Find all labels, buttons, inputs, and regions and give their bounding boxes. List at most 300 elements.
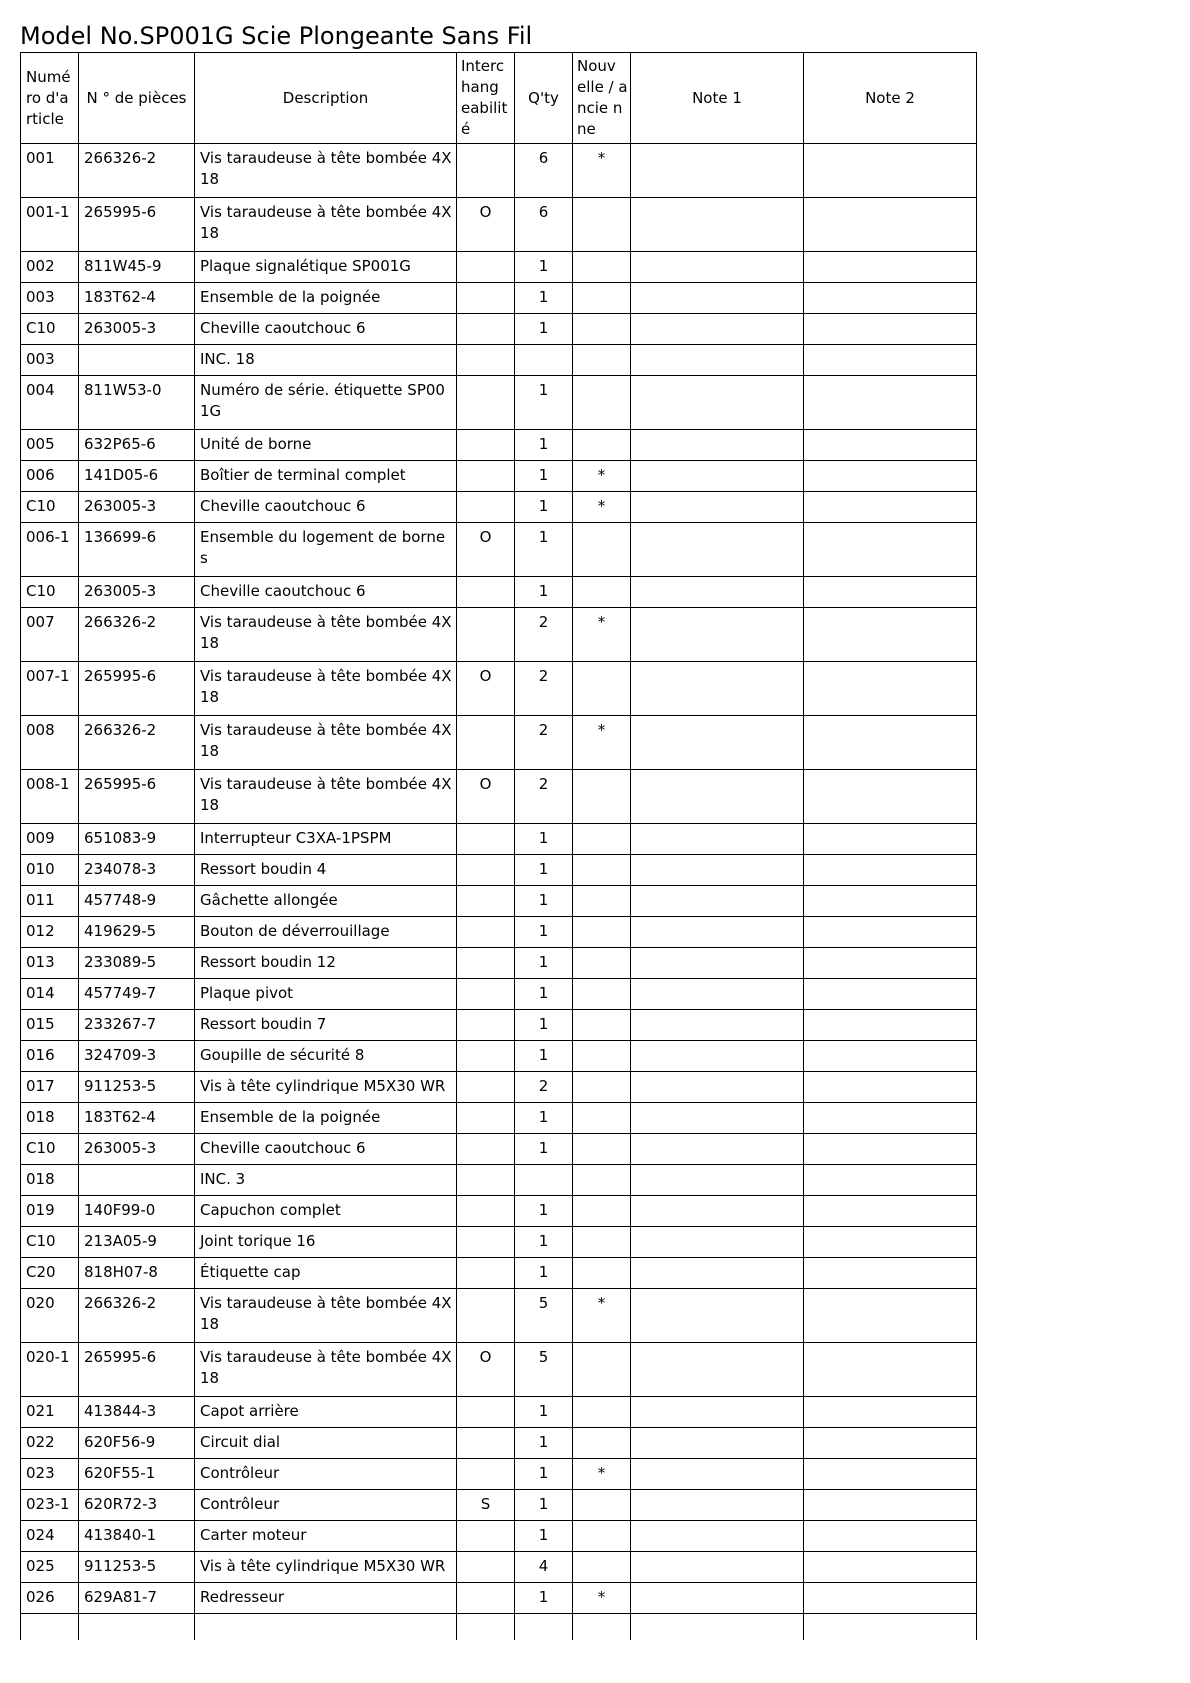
cell-interchangeability — [457, 345, 515, 376]
cell-item-number: 004 — [21, 376, 79, 430]
cell-new-old — [573, 1343, 631, 1397]
cell-quantity — [515, 345, 573, 376]
cell-quantity: 1 — [515, 886, 573, 917]
cell-new-old: * — [573, 492, 631, 523]
cell-interchangeability — [457, 252, 515, 283]
cell-quantity: 1 — [515, 492, 573, 523]
cell-item-number: 017 — [21, 1072, 79, 1103]
cell-item-number: 019 — [21, 1196, 79, 1227]
cell-quantity: 1 — [515, 917, 573, 948]
cell-note-1 — [631, 608, 804, 662]
table-row — [21, 577, 977, 608]
cell-description: Contrôleur — [195, 1459, 457, 1490]
cell-part-number: 213A05-9 — [79, 1227, 195, 1258]
table-row — [21, 608, 977, 662]
cell-note-2 — [804, 948, 977, 979]
cell-quantity: 2 — [515, 1072, 573, 1103]
empty-cell — [195, 1614, 457, 1641]
cell-note-2 — [804, 577, 977, 608]
table-row — [21, 198, 977, 252]
cell-item-number: 006-1 — [21, 523, 79, 577]
cell-new-old: * — [573, 1583, 631, 1614]
cell-interchangeability — [457, 1134, 515, 1165]
cell-new-old — [573, 1010, 631, 1041]
cell-note-2 — [804, 252, 977, 283]
cell-interchangeability — [457, 1010, 515, 1041]
cell-part-number: 140F99-0 — [79, 1196, 195, 1227]
cell-note-1 — [631, 948, 804, 979]
empty-cell — [573, 1614, 631, 1641]
cell-note-2 — [804, 1397, 977, 1428]
cell-note-2 — [804, 1103, 977, 1134]
table-row — [21, 345, 977, 376]
cell-interchangeability — [457, 979, 515, 1010]
cell-note-1 — [631, 577, 804, 608]
cell-note-2 — [804, 1196, 977, 1227]
table-row — [21, 1072, 977, 1103]
cell-item-number: 008 — [21, 716, 79, 770]
cell-note-1 — [631, 1196, 804, 1227]
cell-new-old — [573, 855, 631, 886]
cell-part-number: 620F56-9 — [79, 1428, 195, 1459]
parts-table — [20, 52, 977, 1640]
cell-note-1 — [631, 1428, 804, 1459]
cell-interchangeability — [457, 376, 515, 430]
cell-description: Boîtier de terminal complet — [195, 461, 457, 492]
cell-quantity: 1 — [515, 314, 573, 345]
cell-interchangeability: S — [457, 1490, 515, 1521]
cell-new-old — [573, 824, 631, 855]
cell-quantity: 1 — [515, 1010, 573, 1041]
cell-part-number: 263005-3 — [79, 492, 195, 523]
cell-interchangeability — [457, 1227, 515, 1258]
cell-interchangeability — [457, 824, 515, 855]
cell-note-2 — [804, 716, 977, 770]
cell-description: Unité de borne — [195, 430, 457, 461]
table-row — [21, 886, 977, 917]
table-row — [21, 1428, 977, 1459]
cell-new-old — [573, 1165, 631, 1196]
cell-description: Vis taraudeuse à tête bombée 4X 18 — [195, 662, 457, 716]
table-row — [21, 1521, 977, 1552]
cell-note-1 — [631, 1343, 804, 1397]
cell-part-number: 632P65-6 — [79, 430, 195, 461]
cell-item-number: C10 — [21, 1227, 79, 1258]
cell-part-number: 620R72-3 — [79, 1490, 195, 1521]
cell-quantity: 1 — [515, 1521, 573, 1552]
header-part-number: N ° de pièces — [79, 53, 195, 144]
cell-note-1 — [631, 770, 804, 824]
cell-item-number: 015 — [21, 1010, 79, 1041]
cell-new-old — [573, 283, 631, 314]
cell-note-1 — [631, 1459, 804, 1490]
cell-note-1 — [631, 283, 804, 314]
cell-part-number: 265995-6 — [79, 662, 195, 716]
cell-description: Vis taraudeuse à tête bombée 4X 18 — [195, 770, 457, 824]
cell-item-number: 022 — [21, 1428, 79, 1459]
cell-note-2 — [804, 283, 977, 314]
cell-description: Numéro de série. étiquette SP00 1G — [195, 376, 457, 430]
cell-description: Capot arrière — [195, 1397, 457, 1428]
cell-description: Plaque pivot — [195, 979, 457, 1010]
cell-interchangeability — [457, 1289, 515, 1343]
cell-part-number: 413844-3 — [79, 1397, 195, 1428]
cell-new-old — [573, 523, 631, 577]
cell-interchangeability — [457, 144, 515, 198]
cell-item-number: 014 — [21, 979, 79, 1010]
cell-new-old: * — [573, 608, 631, 662]
cell-interchangeability — [457, 1583, 515, 1614]
cell-part-number: 811W53-0 — [79, 376, 195, 430]
cell-note-2 — [804, 662, 977, 716]
cell-note-2 — [804, 1134, 977, 1165]
table-row-continued — [21, 1614, 977, 1641]
cell-new-old — [573, 198, 631, 252]
cell-interchangeability: O — [457, 198, 515, 252]
table-row — [21, 1459, 977, 1490]
cell-quantity: 1 — [515, 1196, 573, 1227]
cell-note-2 — [804, 1165, 977, 1196]
cell-note-1 — [631, 1583, 804, 1614]
cell-item-number: 008-1 — [21, 770, 79, 824]
cell-quantity: 1 — [515, 1397, 573, 1428]
cell-note-2 — [804, 144, 977, 198]
cell-item-number: 001-1 — [21, 198, 79, 252]
cell-note-1 — [631, 198, 804, 252]
cell-item-number: C10 — [21, 492, 79, 523]
cell-new-old — [573, 376, 631, 430]
cell-interchangeability — [457, 1258, 515, 1289]
cell-quantity: 6 — [515, 198, 573, 252]
table-row — [21, 979, 977, 1010]
cell-part-number: 419629-5 — [79, 917, 195, 948]
cell-new-old — [573, 917, 631, 948]
cell-note-1 — [631, 1072, 804, 1103]
cell-part-number: 457748-9 — [79, 886, 195, 917]
cell-part-number — [79, 345, 195, 376]
cell-item-number: 023-1 — [21, 1490, 79, 1521]
cell-note-1 — [631, 1227, 804, 1258]
cell-new-old — [573, 948, 631, 979]
cell-description: Redresseur — [195, 1583, 457, 1614]
table-row — [21, 770, 977, 824]
cell-note-2 — [804, 886, 977, 917]
cell-note-2 — [804, 917, 977, 948]
cell-interchangeability — [457, 948, 515, 979]
cell-new-old — [573, 1227, 631, 1258]
cell-interchangeability — [457, 1072, 515, 1103]
header-note-1: Note 1 — [631, 53, 804, 144]
cell-item-number: C10 — [21, 314, 79, 345]
cell-new-old — [573, 886, 631, 917]
cell-part-number: 233089-5 — [79, 948, 195, 979]
cell-interchangeability — [457, 1428, 515, 1459]
table-row — [21, 1490, 977, 1521]
cell-note-2 — [804, 1459, 977, 1490]
table-row — [21, 283, 977, 314]
table-row — [21, 1258, 977, 1289]
table-row — [21, 1010, 977, 1041]
cell-description: Plaque signalétique SP001G — [195, 252, 457, 283]
cell-interchangeability — [457, 886, 515, 917]
cell-note-2 — [804, 461, 977, 492]
cell-quantity: 1 — [515, 376, 573, 430]
cell-quantity: 1 — [515, 523, 573, 577]
cell-interchangeability — [457, 314, 515, 345]
cell-description: Bouton de déverrouillage — [195, 917, 457, 948]
cell-part-number: 413840-1 — [79, 1521, 195, 1552]
table-row — [21, 1227, 977, 1258]
cell-note-1 — [631, 1041, 804, 1072]
cell-interchangeability — [457, 1397, 515, 1428]
table-row — [21, 430, 977, 461]
cell-item-number: 018 — [21, 1103, 79, 1134]
cell-item-number: 007 — [21, 608, 79, 662]
header-item-number: Numé ro d'a rticle — [21, 53, 79, 144]
cell-part-number: 263005-3 — [79, 314, 195, 345]
cell-interchangeability — [457, 1196, 515, 1227]
cell-description: Ensemble de la poignée — [195, 1103, 457, 1134]
cell-quantity — [515, 1165, 573, 1196]
cell-new-old — [573, 979, 631, 1010]
cell-note-1 — [631, 886, 804, 917]
cell-note-1 — [631, 1289, 804, 1343]
cell-part-number: 265995-6 — [79, 770, 195, 824]
cell-note-1 — [631, 1103, 804, 1134]
table-row — [21, 1134, 977, 1165]
cell-note-2 — [804, 345, 977, 376]
table-row — [21, 1343, 977, 1397]
cell-note-1 — [631, 917, 804, 948]
cell-description: Capuchon complet — [195, 1196, 457, 1227]
cell-note-1 — [631, 1397, 804, 1428]
table-row — [21, 492, 977, 523]
table-row — [21, 1289, 977, 1343]
cell-interchangeability — [457, 917, 515, 948]
cell-new-old — [573, 1041, 631, 1072]
cell-description: Cheville caoutchouc 6 — [195, 314, 457, 345]
header-quantity: Q'ty — [515, 53, 573, 144]
cell-interchangeability — [457, 283, 515, 314]
cell-item-number: 020-1 — [21, 1343, 79, 1397]
cell-part-number: 233267-7 — [79, 1010, 195, 1041]
empty-cell — [21, 1614, 79, 1641]
cell-description: Vis taraudeuse à tête bombée 4X 18 — [195, 144, 457, 198]
cell-quantity: 1 — [515, 283, 573, 314]
cell-new-old: * — [573, 1289, 631, 1343]
cell-quantity: 1 — [515, 979, 573, 1010]
cell-item-number: C10 — [21, 577, 79, 608]
cell-note-2 — [804, 492, 977, 523]
cell-interchangeability — [457, 430, 515, 461]
header-note-2: Note 2 — [804, 53, 977, 144]
cell-new-old: * — [573, 461, 631, 492]
cell-note-1 — [631, 1165, 804, 1196]
cell-item-number: 012 — [21, 917, 79, 948]
cell-item-number: C10 — [21, 1134, 79, 1165]
cell-new-old — [573, 1397, 631, 1428]
cell-quantity: 1 — [515, 1041, 573, 1072]
empty-cell — [79, 1614, 195, 1641]
cell-item-number: 023 — [21, 1459, 79, 1490]
cell-description: Étiquette cap — [195, 1258, 457, 1289]
cell-description: Circuit dial — [195, 1428, 457, 1459]
table-row — [21, 1196, 977, 1227]
cell-note-2 — [804, 1583, 977, 1614]
table-row — [21, 252, 977, 283]
cell-new-old — [573, 662, 631, 716]
cell-quantity: 1 — [515, 1428, 573, 1459]
table-row — [21, 1397, 977, 1428]
cell-quantity: 1 — [515, 1258, 573, 1289]
cell-quantity: 2 — [515, 716, 573, 770]
cell-note-2 — [804, 198, 977, 252]
cell-quantity: 1 — [515, 824, 573, 855]
cell-note-2 — [804, 608, 977, 662]
cell-item-number: 007-1 — [21, 662, 79, 716]
cell-interchangeability: O — [457, 523, 515, 577]
cell-new-old — [573, 1103, 631, 1134]
cell-part-number: 183T62-4 — [79, 1103, 195, 1134]
table-row — [21, 376, 977, 430]
cell-note-2 — [804, 1289, 977, 1343]
cell-item-number: 001 — [21, 144, 79, 198]
cell-note-1 — [631, 523, 804, 577]
cell-note-2 — [804, 430, 977, 461]
page-title: Model No.SP001G Scie Plongeante Sans Fil — [20, 22, 533, 50]
cell-item-number: 025 — [21, 1552, 79, 1583]
cell-part-number: 457749-7 — [79, 979, 195, 1010]
header-interchangeability: Interc hang eabilit é — [457, 53, 515, 144]
cell-new-old: * — [573, 144, 631, 198]
cell-note-1 — [631, 716, 804, 770]
cell-description: Vis taraudeuse à tête bombée 4X 18 — [195, 1343, 457, 1397]
cell-interchangeability: O — [457, 662, 515, 716]
table-row — [21, 662, 977, 716]
cell-new-old — [573, 1552, 631, 1583]
cell-interchangeability — [457, 1103, 515, 1134]
cell-part-number: 265995-6 — [79, 198, 195, 252]
header-new-old: Nouv elle / ancie nne — [573, 53, 631, 144]
cell-description: Cheville caoutchouc 6 — [195, 1134, 457, 1165]
cell-part-number: 141D05-6 — [79, 461, 195, 492]
cell-note-1 — [631, 1258, 804, 1289]
cell-interchangeability: O — [457, 1343, 515, 1397]
cell-description: Goupille de sécurité 8 — [195, 1041, 457, 1072]
cell-interchangeability — [457, 492, 515, 523]
cell-note-1 — [631, 1490, 804, 1521]
cell-interchangeability — [457, 1552, 515, 1583]
cell-note-2 — [804, 1072, 977, 1103]
cell-part-number: 265995-6 — [79, 1343, 195, 1397]
cell-note-1 — [631, 824, 804, 855]
table-row — [21, 1583, 977, 1614]
table-row — [21, 917, 977, 948]
cell-item-number: 024 — [21, 1521, 79, 1552]
cell-part-number: 651083-9 — [79, 824, 195, 855]
cell-part-number: 266326-2 — [79, 608, 195, 662]
table-row — [21, 314, 977, 345]
cell-quantity: 1 — [515, 1490, 573, 1521]
cell-part-number: 266326-2 — [79, 716, 195, 770]
cell-part-number: 818H07-8 — [79, 1258, 195, 1289]
cell-note-1 — [631, 1552, 804, 1583]
cell-note-1 — [631, 492, 804, 523]
cell-interchangeability: O — [457, 770, 515, 824]
cell-note-1 — [631, 1010, 804, 1041]
cell-interchangeability — [457, 1521, 515, 1552]
cell-note-2 — [804, 1552, 977, 1583]
cell-note-1 — [631, 144, 804, 198]
cell-item-number: 005 — [21, 430, 79, 461]
cell-new-old — [573, 1428, 631, 1459]
cell-quantity: 1 — [515, 1103, 573, 1134]
cell-description: Cheville caoutchouc 6 — [195, 492, 457, 523]
cell-item-number: 002 — [21, 252, 79, 283]
cell-quantity: 4 — [515, 1552, 573, 1583]
table-row — [21, 1041, 977, 1072]
cell-item-number: 026 — [21, 1583, 79, 1614]
cell-new-old — [573, 1521, 631, 1552]
cell-part-number: 263005-3 — [79, 577, 195, 608]
cell-quantity: 6 — [515, 144, 573, 198]
cell-item-number: 018 — [21, 1165, 79, 1196]
cell-item-number: 013 — [21, 948, 79, 979]
cell-quantity: 1 — [515, 1459, 573, 1490]
cell-new-old — [573, 1490, 631, 1521]
cell-description: Carter moteur — [195, 1521, 457, 1552]
table-row — [21, 523, 977, 577]
cell-description: Joint torique 16 — [195, 1227, 457, 1258]
cell-part-number: 266326-2 — [79, 144, 195, 198]
cell-interchangeability — [457, 461, 515, 492]
cell-note-2 — [804, 1227, 977, 1258]
table-row — [21, 716, 977, 770]
table-row — [21, 824, 977, 855]
cell-new-old — [573, 1072, 631, 1103]
cell-note-1 — [631, 1521, 804, 1552]
cell-note-1 — [631, 430, 804, 461]
table-row — [21, 948, 977, 979]
cell-interchangeability — [457, 608, 515, 662]
cell-note-2 — [804, 1258, 977, 1289]
cell-part-number: 183T62-4 — [79, 283, 195, 314]
cell-interchangeability — [457, 577, 515, 608]
empty-cell — [515, 1614, 573, 1641]
cell-description: Ensemble du logement de borne s — [195, 523, 457, 577]
header-description: Description — [195, 53, 457, 144]
cell-interchangeability — [457, 1459, 515, 1490]
table-row — [21, 1103, 977, 1134]
cell-new-old — [573, 314, 631, 345]
cell-part-number: 324709-3 — [79, 1041, 195, 1072]
cell-description: Gâchette allongée — [195, 886, 457, 917]
cell-item-number: 011 — [21, 886, 79, 917]
cell-new-old: * — [573, 716, 631, 770]
cell-description: Ressort boudin 12 — [195, 948, 457, 979]
cell-part-number: 911253-5 — [79, 1552, 195, 1583]
cell-quantity: 1 — [515, 948, 573, 979]
cell-item-number: 003 — [21, 283, 79, 314]
cell-new-old — [573, 430, 631, 461]
cell-note-2 — [804, 855, 977, 886]
table-row — [21, 1165, 977, 1196]
cell-new-old — [573, 252, 631, 283]
cell-part-number: 620F55-1 — [79, 1459, 195, 1490]
cell-quantity: 1 — [515, 252, 573, 283]
cell-note-1 — [631, 979, 804, 1010]
cell-quantity: 1 — [515, 1583, 573, 1614]
